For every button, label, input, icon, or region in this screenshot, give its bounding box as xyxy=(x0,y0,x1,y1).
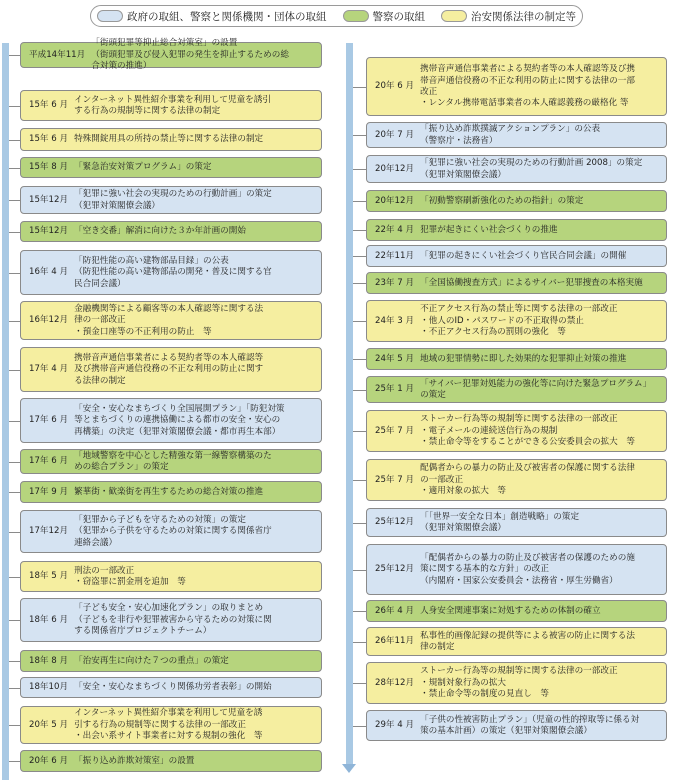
entry-text: 「空き交番」解消に向けた３か年計画の開始 xyxy=(74,226,246,237)
entry-text: 携帯音声通信事業者による契約者等の本人確認等 及び携帯音声通信役務の不正な利用の防止に関す る法律の制定 xyxy=(74,352,264,386)
timeline-entry xyxy=(366,662,667,704)
entry-text: 「振り込め詐欺撲滅アクションプラン」の公表 （警察庁・法務省） xyxy=(420,124,601,146)
entry-text: 「安全・安心なまちづくり全国展開プラン」「防犯対策 等とまちづくりの連携協働による都市の安全・安心の 再構築」の決定（犯罪対策閣僚会議・都市再生本部） xyxy=(74,403,285,437)
timeline-entry xyxy=(20,250,322,295)
entry-text: 「犯罪に強い社会の実現のための行動計画」の策定 （犯罪対策閣僚会議） xyxy=(74,189,272,211)
entry-text: 「犯罪から子どもを守るための対策」の策定 （犯罪から子供を守るための対策に関する関係省庁 連絡会議） xyxy=(74,514,272,548)
timeline-entry xyxy=(366,122,667,148)
timeline-entry xyxy=(366,300,667,342)
entry-date: 17年 6 月 xyxy=(29,456,69,467)
entry-text: インターネット異性紹介事業を利用して児童を誘引 する行為の規制等に関する法律の制定 xyxy=(74,94,271,116)
timeline-entry xyxy=(20,650,322,672)
timeline-connector xyxy=(9,200,20,201)
entry-date: 25年 7 月 xyxy=(375,425,415,436)
timeline-entry xyxy=(366,190,667,212)
timeline-entry xyxy=(366,376,667,403)
entry-date: 17年 6 月 xyxy=(29,415,69,426)
timeline-entry xyxy=(20,677,322,698)
entry-text: 配偶者からの暴力の防止及び被害者の保護に関する法律 の一部改正 ・適用対象の拡大 等 xyxy=(420,463,635,497)
entry-text: 不正アクセス行為の禁止等に関する法律の一部改正 ・他人のID・パスワードの不正取得の禁止 ・不正アクセス行為の罰則の強化 等 xyxy=(420,304,618,338)
entry-text: 金融機関等による顧客等の本人確認等に関する法 律の一部改正 ・預金口座等の不正利用の防止 等 xyxy=(74,303,264,337)
entry-date: 26年 4 月 xyxy=(375,605,415,616)
timeline-connector xyxy=(9,688,20,689)
entry-date: 17年 4 月 xyxy=(29,364,69,375)
entry-text: 「犯罪の起きにくい社会づくり官民合同会議」の開催 xyxy=(420,250,627,261)
entry-date: 20年 5 月 xyxy=(29,719,69,730)
entry-date: 15年 8 月 xyxy=(29,162,69,173)
entry-text: 犯罪が起きにくい社会づくりの推進 xyxy=(420,224,558,235)
entry-date: 22年 4 月 xyxy=(375,224,415,235)
entry-date: 24年 3 月 xyxy=(375,315,415,326)
timeline-connector xyxy=(9,421,20,422)
entry-text: 地域の犯罪情勢に即した効果的な犯罪抑止対策の推進 xyxy=(420,353,627,364)
entry-date: 24年 5 月 xyxy=(375,353,415,364)
timeline-connector xyxy=(353,230,366,231)
entry-date: 15年12月 xyxy=(29,194,69,205)
entry-date: 26年11月 xyxy=(375,636,415,647)
entry-date: 23年 7 月 xyxy=(375,277,415,288)
entry-date: 18年 6 月 xyxy=(29,614,69,625)
entry-text: ストーカー行為等の規制等に関する法律の一部改正 ・電子メールの連続送信行為の規制 ・禁止命令等をすることができる公安委員会の拡大 等 xyxy=(420,414,635,448)
timeline-entry xyxy=(20,157,322,178)
entry-text: 「地域警察を中心とした精強な第一線警察構築のた めの総合プラン」の策定 xyxy=(74,450,272,472)
timeline-connector xyxy=(353,135,366,136)
timeline-connector xyxy=(9,620,20,621)
timeline-connector xyxy=(9,661,20,662)
timeline-connector xyxy=(353,390,366,391)
entry-text: 「安全・安心なまちづくり関係功労者表彰」の開始 xyxy=(74,682,272,693)
timeline-connector xyxy=(9,577,20,578)
timeline-connector xyxy=(9,140,20,141)
entry-text: 刑法の一部改正 ・窃盗罪に罰金刑を追加 等 xyxy=(74,565,186,587)
timeline-connector xyxy=(353,359,366,360)
timeline-connector xyxy=(9,532,20,533)
legend xyxy=(90,5,583,27)
timeline-entry xyxy=(20,38,322,72)
entry-date: 22年11月 xyxy=(375,250,415,261)
timeline-entry xyxy=(20,398,322,443)
timeline-connector xyxy=(353,321,366,322)
timeline-entry xyxy=(366,57,667,116)
legend-swatch xyxy=(97,10,123,22)
entry-date: 15年 6 月 xyxy=(29,134,69,145)
timeline-entry xyxy=(366,219,667,241)
timeline-connector xyxy=(353,256,366,257)
timeline-connector xyxy=(9,106,20,107)
timeline-entry xyxy=(366,245,667,267)
entry-date: 17年12月 xyxy=(29,526,69,537)
timeline-connector xyxy=(9,370,20,371)
timeline-entry xyxy=(20,186,322,214)
entry-text: 「防犯性能の高い建物部品目録」の公表 （防犯性能の高い建物部品の開発・普及に関する官 民合同会議） xyxy=(74,255,272,289)
timeline-entry xyxy=(366,410,667,452)
timeline-entry xyxy=(20,481,322,503)
entry-date: 16年 4 月 xyxy=(29,267,69,278)
timeline-connector xyxy=(353,431,366,432)
entry-date: 20年 7 月 xyxy=(375,129,415,140)
entry-date: 平成14年11月 xyxy=(29,49,86,60)
legend-item xyxy=(343,9,426,24)
timeline-connector xyxy=(353,683,366,684)
entry-date: 18年 8 月 xyxy=(29,655,69,666)
entry-text: 「緊急治安対策プログラム」の策定 xyxy=(74,162,212,173)
timeline-entry xyxy=(366,348,667,370)
timeline-connector xyxy=(353,611,366,612)
timeline-connector xyxy=(9,321,20,322)
timeline-entry xyxy=(20,301,322,340)
entry-text: 「サイバー犯罪対処能力の強化等に向けた緊急プログラム」 の策定 xyxy=(420,378,652,400)
entry-date: 20年12月 xyxy=(375,163,415,174)
right-timeline-bar xyxy=(346,43,353,765)
timeline-connector xyxy=(353,642,366,643)
timeline-connector xyxy=(9,761,20,762)
entry-date: 15年 6 月 xyxy=(29,100,69,111)
timeline-connector xyxy=(9,725,20,726)
entry-date: 28年12月 xyxy=(375,677,415,688)
entry-text: 特殊開錠用具の所持の禁止等に関する法律の制定 xyxy=(74,134,264,145)
entry-text: 「子ども安全・安心加速化プラン」の取りまとめ （子どもを非行や犯罪被害から守るための対策に関 する関係省庁プロジェクトチーム） xyxy=(74,603,272,637)
timeline-connector xyxy=(9,55,20,56)
entry-text: 「街頭犯罪等抑止総合対策室」の設置 （街頭犯罪及び侵入犯罪の発生を抑止するための総 合対策の推進） xyxy=(91,38,289,72)
entry-text: 「子供の性被害防止プラン」（児童の性的搾取等に係る対 策の基本計画）の策定（犯罪対策閣僚会議） xyxy=(420,714,640,736)
entry-date: 20年 6 月 xyxy=(375,81,415,92)
entry-date: 16年12月 xyxy=(29,315,69,326)
timeline-entry xyxy=(366,272,667,294)
timeline-connector xyxy=(353,570,366,571)
entry-date: 20年 6 月 xyxy=(29,755,69,766)
timeline-connector xyxy=(353,169,366,170)
timeline-entry xyxy=(366,710,667,741)
timeline-entry xyxy=(20,449,322,474)
timeline-entry xyxy=(20,706,322,744)
timeline-entry xyxy=(366,544,667,595)
legend-swatch xyxy=(441,10,467,22)
timeline-entry xyxy=(366,600,667,622)
entry-text: 「治安再生に向けた７つの重点」の策定 xyxy=(74,655,229,666)
entry-date: 25年12月 xyxy=(375,517,415,528)
entry-date: 25年 7 月 xyxy=(375,474,415,485)
timeline-entry xyxy=(20,90,322,121)
entry-date: 15年12月 xyxy=(29,226,69,237)
entry-text: 人身安全関連事案に対処するための体制の確立 xyxy=(420,605,601,616)
entry-text: 「振り込め詐欺対策室」の設置 xyxy=(74,755,195,766)
timeline-entry xyxy=(366,459,667,501)
timeline-connector xyxy=(353,726,366,727)
timeline-connector xyxy=(9,168,20,169)
legend-item xyxy=(97,9,327,24)
right-timeline-arrow-icon xyxy=(342,764,356,773)
timeline-connector xyxy=(353,201,366,202)
entry-text: 「犯罪に強い社会の実現のための行動計画 2008」の策定 （犯罪対策閣僚会議） xyxy=(420,158,643,180)
entry-text: 「全国協働捜査方式」によるサイバー犯罪捜査の本格実施 xyxy=(420,277,643,288)
timeline-entry xyxy=(20,347,322,392)
entry-date: 25年12月 xyxy=(375,564,415,575)
legend-label: 治安関係法律の制定等 xyxy=(471,10,576,23)
legend-swatch xyxy=(343,10,369,22)
legend-item xyxy=(441,9,576,24)
entry-text: 私事性的画像記録の提供等による被害の防止に関する法 律の制定 xyxy=(420,630,635,652)
timeline-connector xyxy=(353,480,366,481)
entry-text: 「配偶者からの暴力の防止及び被害者の保護のための施 策に関する基本的な方針」の改正 （内閣府・国家公安委員会・法務省・厚生労働省） xyxy=(420,552,635,586)
timeline-connector xyxy=(9,273,20,274)
entry-text: 繁華街・歓楽街を再生するための総合対策の推進 xyxy=(74,486,264,497)
timeline-entry xyxy=(20,561,322,592)
timeline-entry xyxy=(20,510,322,553)
timeline-connector xyxy=(353,523,366,524)
timeline-entry xyxy=(366,155,667,183)
entry-date: 17年 9 月 xyxy=(29,486,69,497)
entry-date: 20年12月 xyxy=(375,195,415,206)
left-timeline-bar xyxy=(2,43,9,780)
legend-label: 政府の取組、警察と関係機関・団体の取組 xyxy=(127,10,327,23)
timeline-connector xyxy=(9,462,20,463)
entry-text: 「「世界一安全な日本」創造戦略」の策定 （犯罪対策閣僚会議） xyxy=(420,511,580,533)
timeline-entry xyxy=(20,128,322,151)
entry-text: インターネット異性紹介事業を利用して児童を誘 引する行為の規制等に関する法律の一部改正 ・出会い系サイト事業者に対する規制の強化 等 xyxy=(74,708,263,742)
timeline-entry xyxy=(20,598,322,642)
legend-label: 警察の取組 xyxy=(372,10,425,23)
entry-text: ストーカー行為等の規制等に関する法律の一部改正 ・規制対象行為の拡大 ・禁止命令等の制度の見直し 等 xyxy=(420,666,618,700)
entry-date: 18年 5 月 xyxy=(29,571,69,582)
entry-text: 携帯音声通信事業者による契約者等の本人確認等及び携 帯音声通信役務の不正な利用の防止に関する法律の一部 改正 ・レンタル携帯電話事業者の本人確認義務の厳格化 等 xyxy=(420,64,635,109)
entry-date: 18年10月 xyxy=(29,682,69,693)
timeline-entry xyxy=(20,750,322,772)
entry-date: 29年 4 月 xyxy=(375,720,415,731)
entry-text: 「初動警察刷新強化のための指針」の策定 xyxy=(420,195,584,206)
timeline-entry xyxy=(20,221,322,242)
timeline-connector xyxy=(9,492,20,493)
timeline-connector xyxy=(353,87,366,88)
timeline-connector xyxy=(9,232,20,233)
timeline-entry xyxy=(366,627,667,656)
timeline-connector xyxy=(353,283,366,284)
entry-date: 25年 1 月 xyxy=(375,384,415,395)
timeline-entry xyxy=(366,508,667,537)
